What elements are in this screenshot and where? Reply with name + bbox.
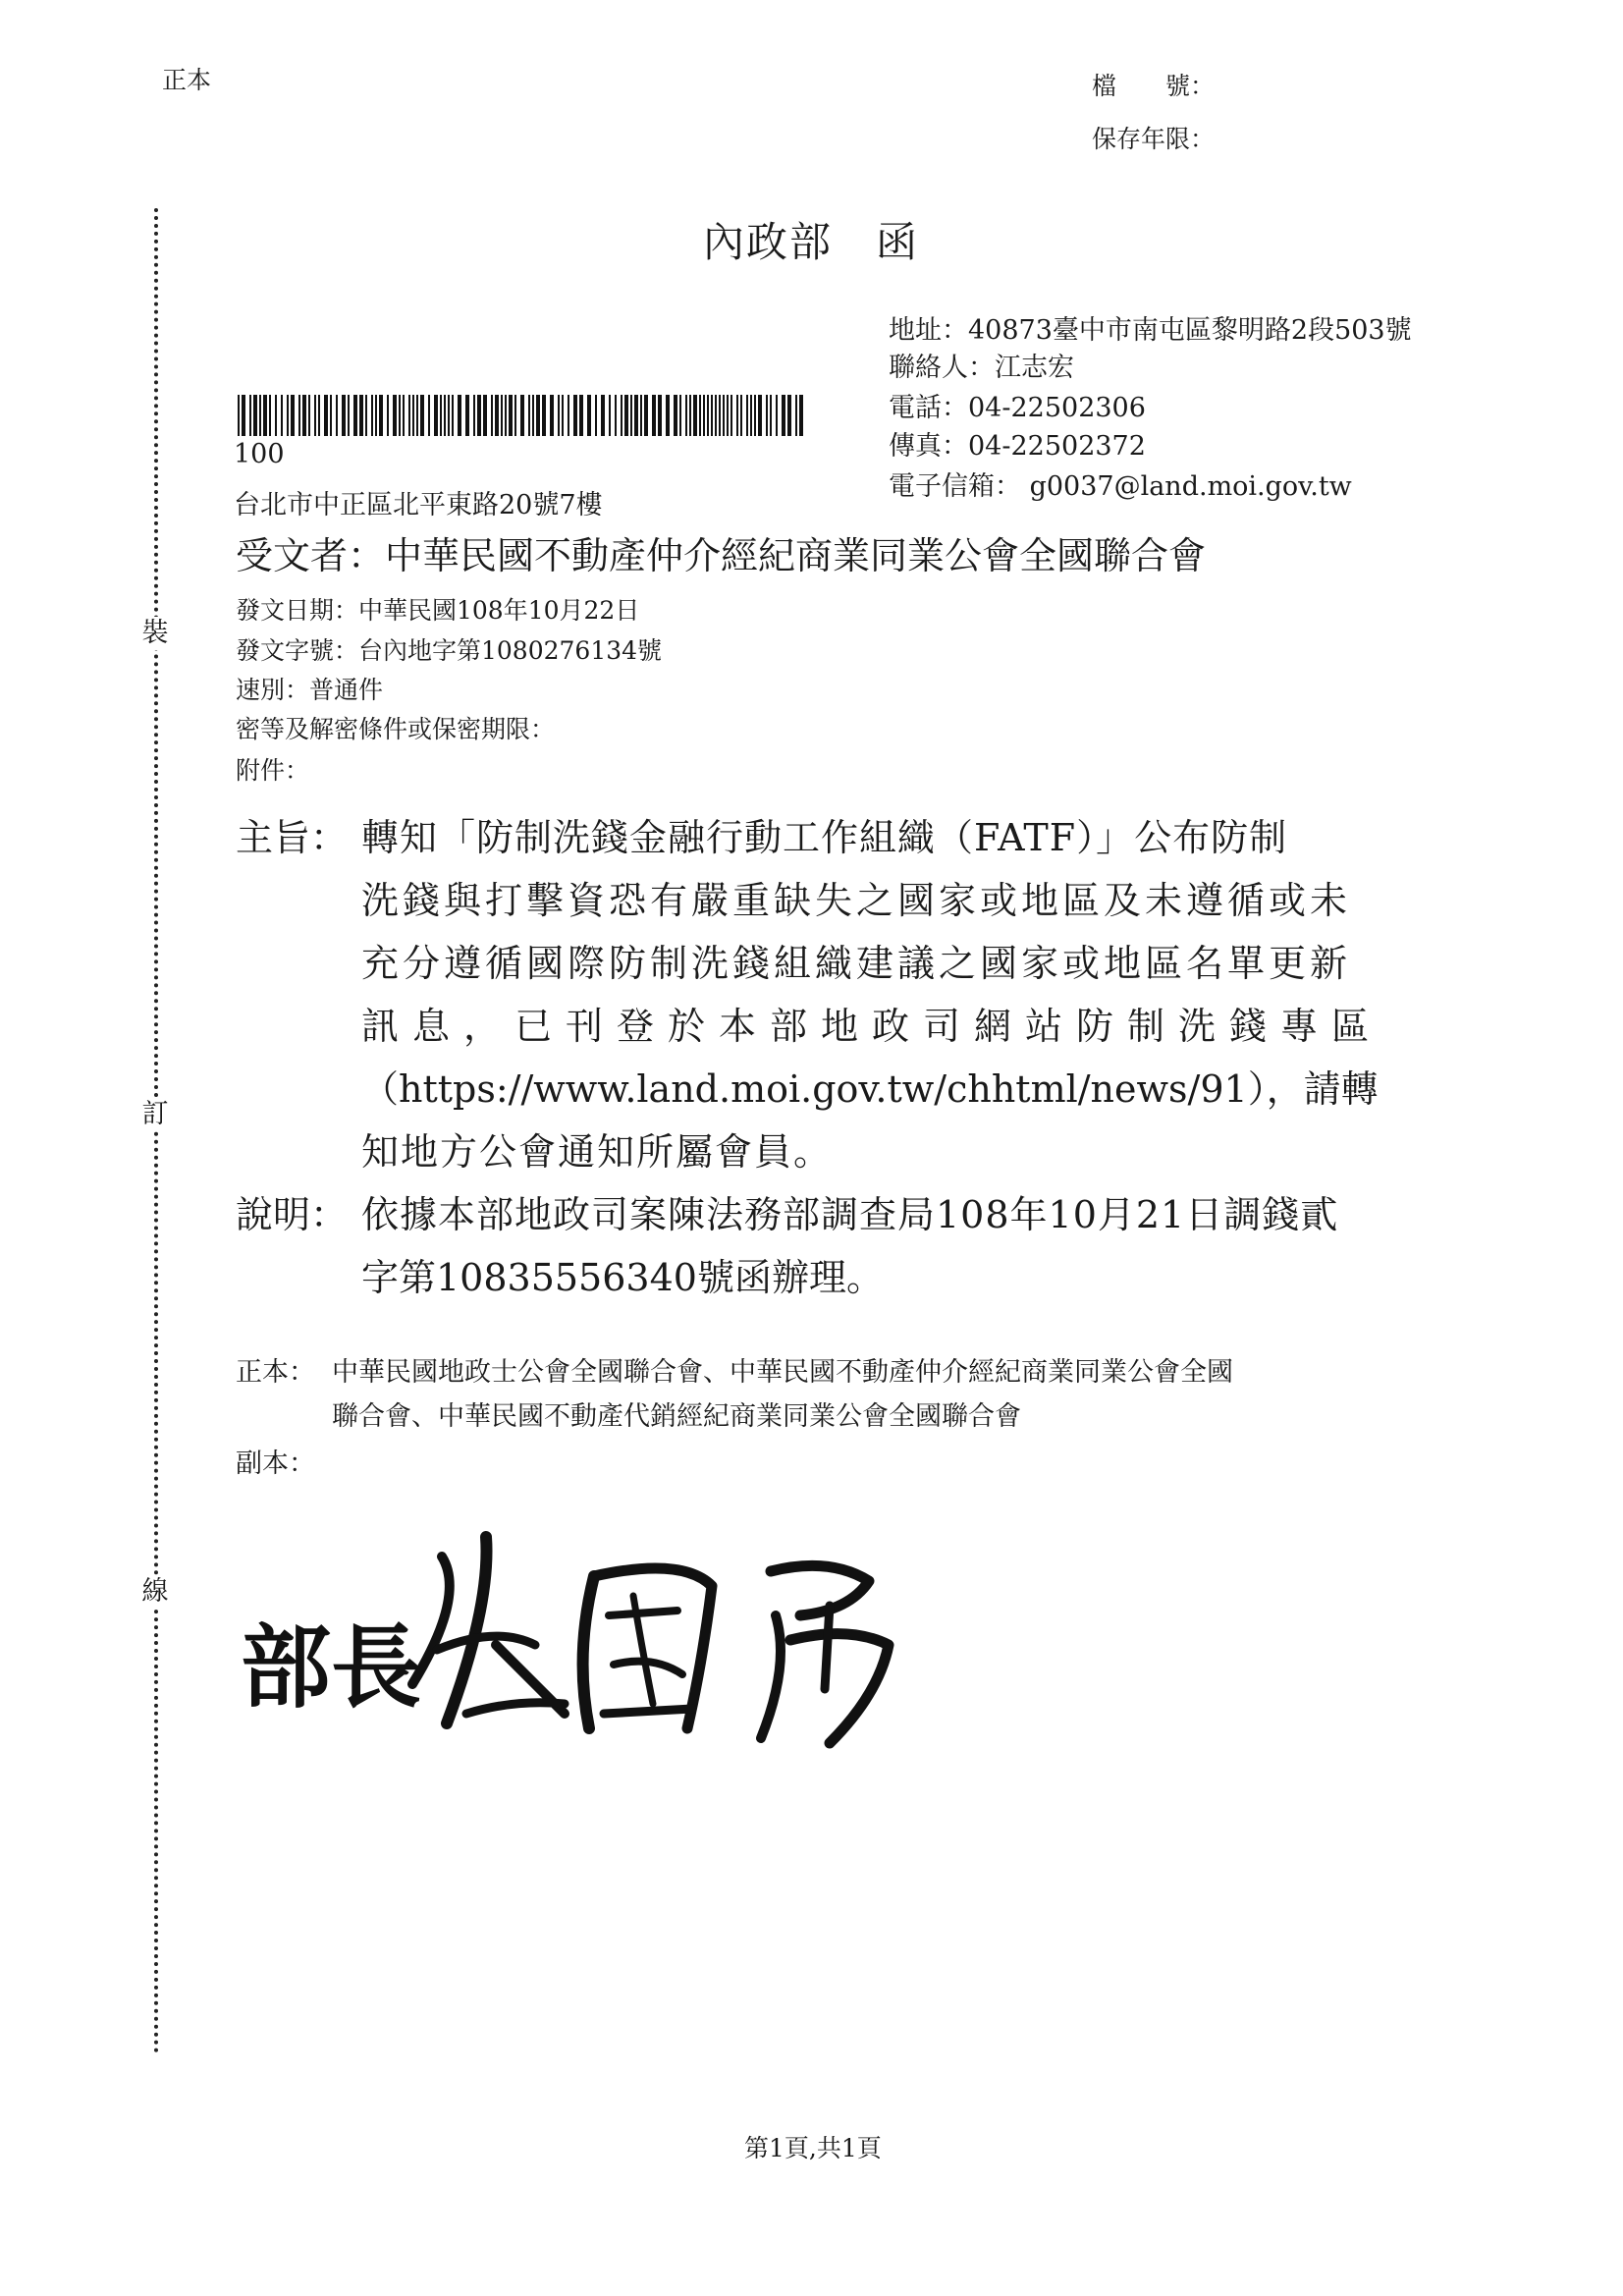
document-number: 發文字號：台內地字第1080276134號 [236,636,663,665]
barcode-bar [428,395,430,436]
barcode-bar [359,395,363,436]
barcode-bar [723,395,725,436]
barcode-bar [573,395,577,436]
binding-char-zhuang: 裝 [138,617,172,650]
barcode-bar [795,395,797,436]
sender-address: 地址：40873臺中市南屯區黎明路2段503號 [889,315,1412,346]
barcode-bar [562,395,564,436]
barcode-bar [782,395,785,436]
barcode-bar [291,395,295,436]
barcode-bar [719,395,721,436]
barcode-bar [703,395,705,436]
barcode-bar [640,395,642,436]
barcode-bar [387,395,389,436]
barcode-bar [342,395,346,436]
barcode-bar [520,395,524,436]
barcode-bar [624,395,628,436]
barcode-bar [336,395,338,436]
secrecy-level: 密等及解密條件或保密期限： [236,715,556,743]
barcode-bar [711,395,713,436]
recipient: 受文者：中華民國不動產仲介經紀商業同業公會全國聯合會 [236,534,1207,577]
barcode-bar [412,395,414,436]
barcode-bar [318,395,320,436]
barcode-bar [532,395,534,436]
barcode-bar [458,395,461,436]
subject-line: （https://www.land.moi.gov.tw/chhtml/news/91），請轉 [361,1067,1379,1111]
barcode-bar [505,395,507,436]
subject-line: 充分遵循國際防制洗錢組織建議之國家或地區名單更新 [361,942,1352,985]
barcode-bar [393,395,397,436]
barcode-bar [679,395,681,436]
barcode-bar [787,395,791,436]
barcode-bar [448,395,450,436]
barcode-bar [542,395,546,436]
barcode-bar [403,395,405,436]
barcode-bar [330,395,332,436]
barcode-bar [491,395,493,436]
barcode-bar [579,395,583,436]
barcode-bar [509,395,513,436]
barcode-bar [746,395,748,436]
barcode-bar [249,395,251,436]
barcode-bar [770,395,772,436]
barcode-bar [630,395,632,436]
barcode-bar [308,395,310,436]
barcode-bar [477,395,481,436]
delivery-speed: 速別：普通件 [236,676,384,704]
barcode-bar [495,395,499,436]
barcode-bar [644,395,648,436]
barcode-bar [776,395,778,436]
barcode-bar [568,395,569,436]
subject-label: 主旨： [236,816,349,859]
barcode-bar [483,395,487,436]
binding-line [154,208,158,2054]
barcode-bar [666,395,670,436]
barcode-bar [750,395,752,436]
barcode-bar [727,395,729,436]
barcode-bar [536,395,540,436]
barcode-bar [587,395,591,436]
barcode-bar [473,395,475,436]
barcode-bar [658,395,662,436]
original-recipients-line: 聯合會、中華民國不動產代銷經紀商業同業公會全國聯合會 [332,1401,1021,1432]
barcode-bar [634,395,638,436]
barcode-bar [766,395,768,436]
barcode-bar [452,395,454,436]
barcode-bar [275,395,277,436]
subject-line: 洗錢與打擊資恐有嚴重缺失之國家或地區及未遵循或未 [361,879,1352,922]
subject-line: 訊息，已刊登於本部地政司網站防制洗錢專區 [361,1005,1383,1048]
barcode-bar [420,395,424,436]
subject-line: 知地方公會通知所屬會員。 [361,1130,834,1174]
barcode-bar [314,395,316,436]
sender-phone: 電話：04-22502306 [889,393,1146,423]
barcode-bar [399,395,401,436]
barcode-bar [652,395,656,436]
barcode-bar [736,395,738,436]
barcode-bar [693,395,697,436]
barcode-bar [440,395,442,436]
barcode-bar [263,395,267,436]
recipient-postcode: 100 [234,439,285,469]
document-title: 內政部 函 [703,218,920,266]
binding-char-xian: 線 [138,1575,172,1609]
barcode-bar [287,395,289,436]
sender-fax: 傳真：04-22502372 [889,431,1146,462]
barcode-bar [408,395,410,436]
barcode-bar [674,395,677,436]
barcode-bar [259,395,261,436]
barcode-bar [365,395,367,436]
minister-signature [241,1517,1026,1763]
issue-date: 發文日期：中華民國108年10月22日 [236,596,640,625]
barcode-bar [754,395,756,436]
copy-mark: 正本 [162,66,212,94]
barcode-bar [242,395,245,436]
barcode-bar [758,395,762,436]
barcode-bar [416,395,418,436]
barcode-bar [740,395,742,436]
retention-label: 保存年限： [1092,125,1216,153]
barcode-bar [269,395,271,436]
subject-line: 轉知「防制洗錢金融行動工作組織（FATF）」公布防制 [361,816,1288,859]
barcode-bar [379,395,383,436]
original-recipients-line: 中華民國地政士公會全國聯合會、中華民國不動產仲介經紀商業同業公會全國 [332,1357,1233,1388]
barcode-bar [324,395,328,436]
barcode-bar [302,395,306,436]
file-number-label: 檔 號： [1092,72,1216,100]
explanation-line: 依據本部地政司案陳法務部調查局108年10月21日調錢貳 [361,1193,1339,1236]
barcode-bar [730,395,732,436]
barcode-bar [238,395,240,436]
barcode-bar [550,395,554,436]
barcode-bar [699,395,701,436]
sender-contact: 聯絡人：江志宏 [889,353,1074,383]
signature-name-strokes [412,1537,889,1743]
barcode-bar [465,395,469,436]
barcode-bar [253,395,257,436]
barcode-bar [501,395,503,436]
barcode-bar [615,395,617,436]
barcode-bar [558,395,560,436]
attachment: 附件： [236,756,310,785]
barcode-bar [621,395,622,436]
barcode-bar [707,395,709,436]
barcode-bar [444,395,446,436]
barcode-bar [281,395,283,436]
barcode-bar [601,395,605,436]
recipient-postal-address: 台北市中正區北平東路20號7樓 [234,490,603,520]
original-recipients-label: 正本： [236,1357,315,1388]
sender-email: 電子信箱： g0037@land.moi.gov.tw [889,471,1352,502]
barcode-bar [528,395,530,436]
barcode-bar [799,395,803,436]
barcode-bar [434,395,438,436]
binding-char-ding: 訂 [138,1098,172,1131]
copy-recipients-label: 副本： [236,1449,315,1479]
barcode-bar [609,395,611,436]
barcode-bar [689,395,691,436]
barcode-bar [353,395,357,436]
barcode-bar [514,395,516,436]
barcode-bar [715,395,717,436]
barcode-bar [375,395,377,436]
page-number: 第1頁,共1頁 [744,2134,882,2162]
barcode-bar [595,395,597,436]
barcode-bar [371,395,373,436]
barcode-bar [298,395,300,436]
explanation-line: 字第10835556340號函辦理。 [361,1256,884,1299]
barcode-bar [685,395,687,436]
signature-title-text: 部長 [241,1614,422,1721]
explanation-label: 說明： [236,1193,349,1236]
barcode [238,395,805,436]
barcode-bar [348,395,350,436]
